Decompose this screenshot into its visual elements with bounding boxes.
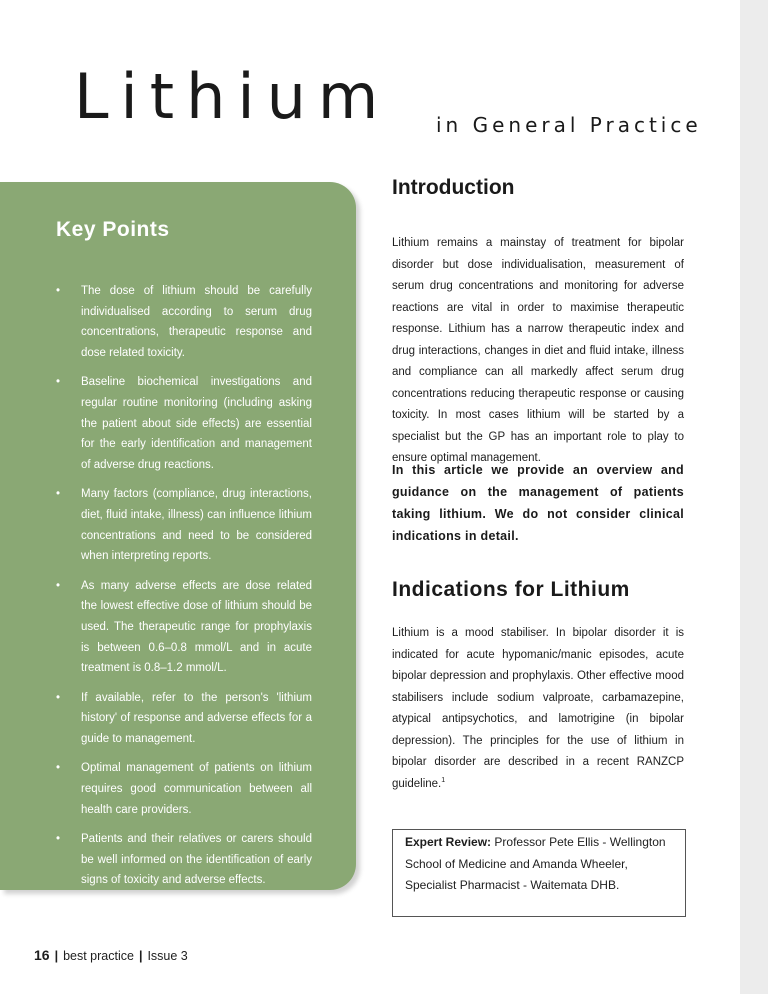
bullet-icon: • bbox=[56, 833, 61, 846]
issue-label: Issue 3 bbox=[147, 949, 188, 963]
bullet-icon: • bbox=[56, 579, 61, 592]
expert-review-text: Professor Pete Ellis - Wellington School of Medicine and Amanda Wheeler, Specialist Pharmacist - Waitemata DHB. bbox=[405, 835, 666, 892]
key-point-text: Optimal management of patients on lithium requires good communication between all health care providers. bbox=[81, 762, 312, 816]
key-point-text: As many adverse effects are dose related the lowest effective dose of lithium should be used. The therapeutic range for prophylaxis is between 0.6–0.8 mmol/L and in acute treatment is 0.8–1.2 mmol/L. bbox=[81, 579, 312, 675]
key-point-text: Baseline biochemical investigations and regular routine monitoring (including asking the patient about side effects) are essential for the early identification and management of adverse drug reactions. bbox=[81, 376, 312, 471]
article-summary: In this article we provide an overview and guidance on the management of patients taking lithium. We do not consider clinical indications in detail. bbox=[392, 463, 684, 543]
key-point-item bbox=[56, 829, 312, 891]
key-points-list bbox=[56, 281, 312, 900]
key-point-item bbox=[56, 688, 312, 750]
key-point-text: The dose of lithium should be carefully individualised according to serum drug concentrations, therapeutic response and dose related toxicity. bbox=[81, 285, 312, 359]
introduction-body: Lithium remains a mainstay of treatment for bipolar disorder but dose individualisation, measurement of serum drug concentrations and monitoring for adverse reactions are vital in order to maximise therapeutic response. Lithium has a narrow therapeutic index and drug interactions, changes in diet and fluid intake, illness and compliance can all markedly affect serum drug concentrations reducing therapeutic response or causing toxicity. In most cases lithium will be started by a specialist but the GP has an important role to play to ensure optimal management. bbox=[392, 237, 684, 464]
footer-separator: | bbox=[54, 949, 59, 963]
bullet-icon: • bbox=[56, 488, 61, 501]
expert-review-content bbox=[405, 830, 675, 897]
expert-review-box bbox=[392, 829, 686, 917]
footnote-reference: 1 bbox=[441, 776, 446, 784]
publication-name: best practice bbox=[63, 949, 134, 963]
key-point-item bbox=[56, 576, 312, 679]
indications-heading: Indications for Lithium bbox=[392, 578, 630, 601]
expert-review-label: Expert Review: bbox=[405, 835, 492, 849]
key-point-item bbox=[56, 281, 312, 363]
key-point-item bbox=[56, 484, 312, 566]
key-point-item bbox=[56, 758, 312, 820]
indications-text: Lithium is a mood stabiliser. In bipolar disorder it is indicated for acute hypomanic/manic episodes, acute bipolar depression and prophylaxis. Other effective mood stabilisers include sodium valproate, carbamazepine, atypical antipsychotics, and lamotrigine (in bipolar depression). The principles for the use of lithium in bipolar disorder are described in a recent RANZCP guideline. bbox=[392, 627, 684, 790]
bullet-icon: • bbox=[56, 376, 61, 389]
introduction-heading: Introduction bbox=[392, 176, 515, 199]
key-point-text: Many factors (compliance, drug interactions, diet, fluid intake, illness) can influence lithium concentrations and need to be considered when interpreting reports. bbox=[81, 488, 312, 563]
bullet-icon: • bbox=[56, 691, 61, 704]
page-edge-strip bbox=[740, 0, 768, 994]
key-point-item bbox=[56, 372, 312, 475]
bullet-icon: • bbox=[56, 762, 61, 775]
indications-body bbox=[392, 623, 684, 795]
bullet-icon: • bbox=[56, 285, 61, 297]
key-points-heading: Key Points bbox=[56, 218, 170, 241]
key-point-text: If available, refer to the person's 'lithium history' of response and adverse effects for a guide to management. bbox=[81, 691, 312, 745]
page-footer bbox=[34, 947, 188, 963]
page-title: Lithium bbox=[74, 60, 391, 133]
page-subtitle: in General Practice bbox=[436, 113, 702, 137]
footer-separator: | bbox=[138, 949, 143, 963]
page-number: 16 bbox=[34, 947, 50, 963]
key-point-text: Patients and their relatives or carers should be well informed on the identification of early signs of toxicity and adverse effects. bbox=[81, 833, 312, 887]
